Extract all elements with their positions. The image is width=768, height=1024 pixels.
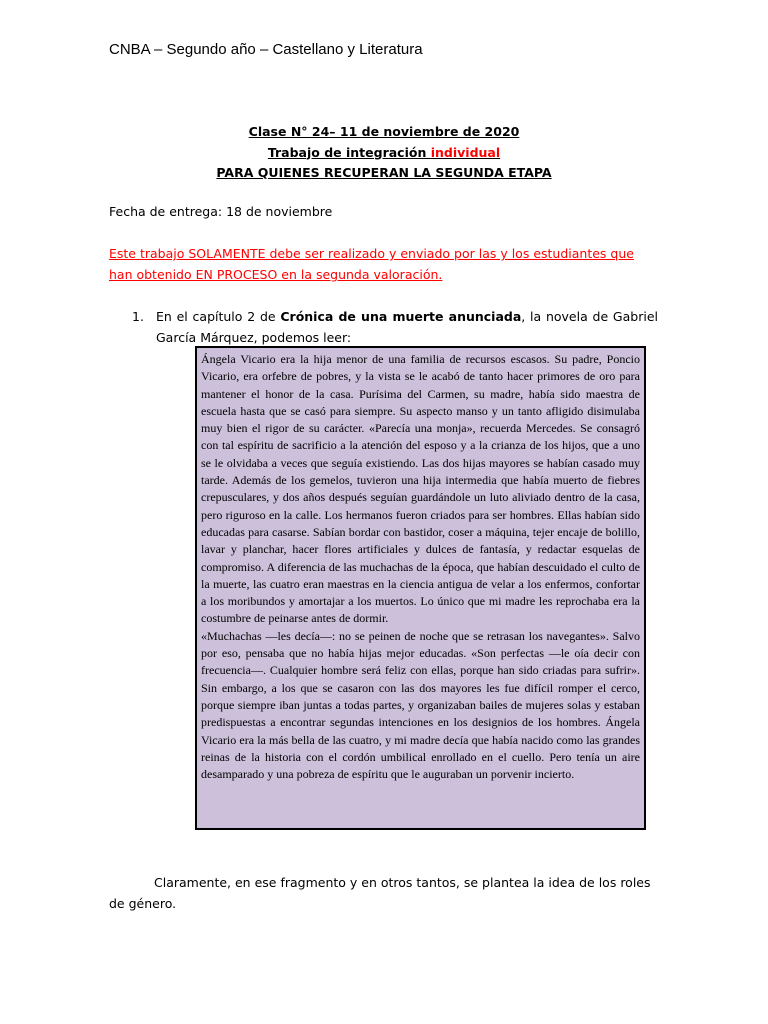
list-item-text	[156, 306, 658, 348]
due-date: Fecha de entrega: 18 de noviembre	[109, 204, 333, 219]
item-text-after: , la novela de Gabriel García Márquez, podemos leer:	[156, 309, 658, 345]
class-title: Clase N° 24– 11 de noviembre de 2020	[248, 124, 520, 139]
assignment-audience: PARA QUIENES RECUPERAN LA SEGUNDA ETAPA	[216, 165, 552, 180]
warning-notice: Este trabajo SOLAMENTE debe ser realizado y enviado por las y los estudiantes que han obtenido EN PROCESO en la segunda valoración.	[109, 246, 634, 282]
excerpt-paragraph-1: Ángela Vicario era la hija menor de una familia de recursos escasos. Su padre, Poncio Vicario, era orfebre de pobres, y la vista se le acabó de tanto hacer primores de oro para mantener el honor de la casa. Purísima del Carmen, su madre, había sido maestra de escuela hasta que se casó para siempre. Su aspecto manso y un tanto afligido disimulaba muy bien el rigor de su carácter. «Parecía una monja», recuerda Mercedes. Se consagró con tal espíritu de sacrificio a la atención del esposo y a la crianza de los hijos, que a uno se le olvidaba a veces que seguía existiendo. Las dos hijas mayores se habían casado muy tarde. Además de los gemelos, tuvieron una hija intermedia que había muerto de fiebres crepusculares, y dos años después seguían guardándole un luto aliviado dentro de la casa, pero riguroso en la calle. Los hermanos fueron criados para ser hombres. Ellas habían sido educadas para casarse. Sabían bordar con bastidor, coser a máquina, tejer encaje de bolillo, lavar y planchar, hacer flores artificiales y dulces de fantasía, y redactar esquelas de compromiso. A diferencia de las muchachas de la época, que habían descuidado el culto de la muerte, las cuatro eran maestras en la ciencia antigua de velar a los enfermos, confortar a los moribundos y amortajar a los muertos. Lo único que mi madre les reprochaba era la costumbre de peinarse antes de dormir.	[201, 352, 640, 626]
list-item-1	[132, 306, 658, 348]
class-title-block	[0, 122, 768, 184]
list-item-number: 1.	[132, 309, 144, 324]
novel-excerpt-box	[195, 346, 646, 830]
assignment-title	[0, 143, 768, 164]
item-text-before: En el capítulo 2 de	[156, 309, 281, 324]
excerpt-paragraph-2: «Muchachas —les decía—: no se peinen de noche que se retrasan los navegantes». Salvo por eso, pensaba que no había hijas mejor educadas. «Son perfectas —le oía decir con frecuencia—. Cualquier hombre será feliz con ellas, porque han sido criadas para sufrir». Sin embargo, a los que se casaron con las dos mayores les fue difícil romper el cerco, porque siempre iban juntas a todas partes, y organizaban bailes de mujeres solas y estaban predispuestas a encontrar segundas intenciones en los designios de los hombres. Ángela Vicario era la más bella de las cuatro, y mi madre decía que había nacido como las grandes reinas de la historia con el cordón umbilical enrollado en el cuello. Pero tenía un aire desamparado y una pobreza de espíritu que le auguraban un porvenir incierto.	[201, 628, 640, 782]
assignment-title-highlight: individual	[430, 144, 501, 160]
book-title: Crónica de una muerte anunciada	[280, 309, 522, 324]
document-header: CNBA – Segundo año – Castellano y Literatura	[109, 41, 423, 58]
assignment-title-prefix: Trabajo de integración	[267, 144, 431, 160]
closing-paragraph: Claramente, en ese fragmento y en otros tantos, se plantea la idea de los roles de género.	[109, 875, 651, 911]
